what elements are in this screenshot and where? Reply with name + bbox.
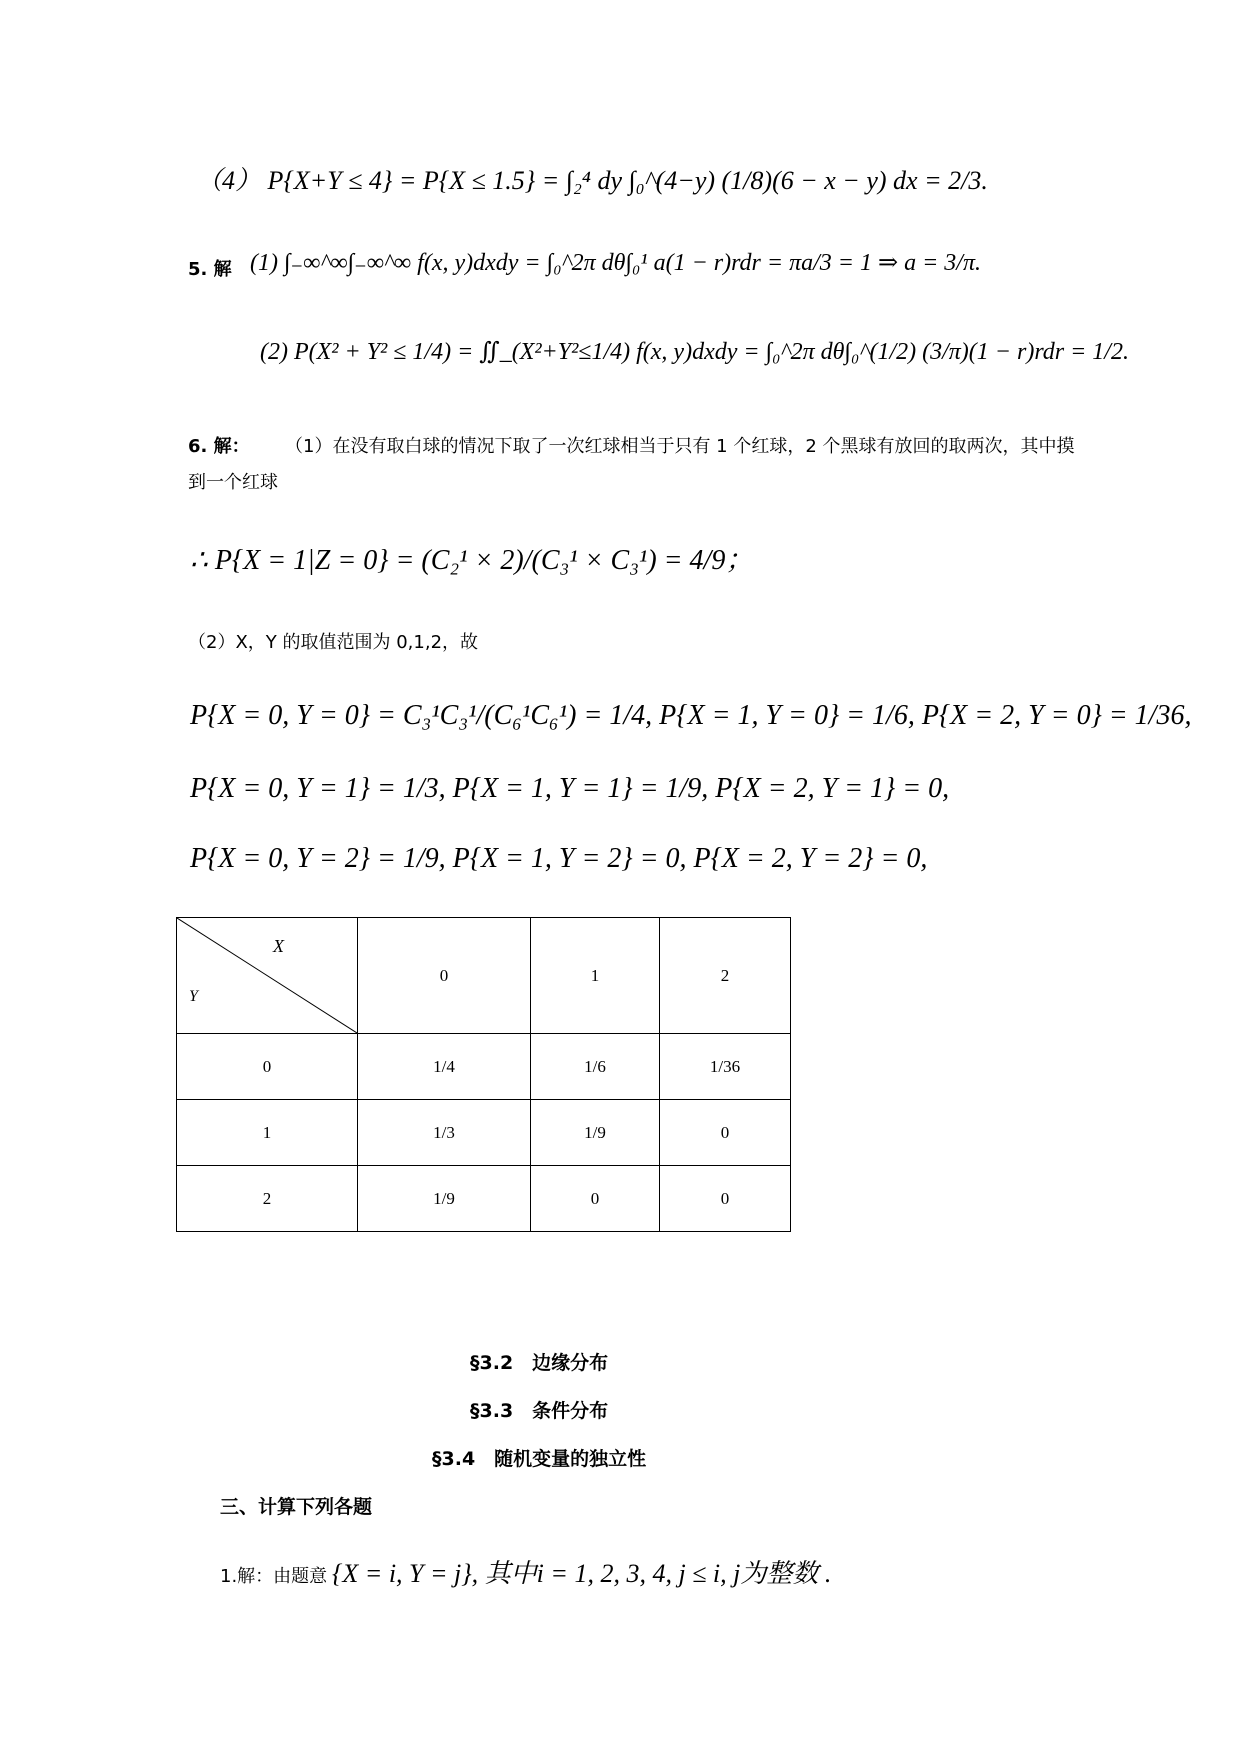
equation-6-1: ∴ P{X = 1|Z = 0} = (C₂¹ × 2)/(C₃¹ × C₃¹) = 4/9； <box>190 545 754 576</box>
table-cell: 0 <box>660 1100 791 1166</box>
equation-6-row1: P{X = 0, Y = 0} = C₃¹C₃¹/(C₆¹C₆¹) = 1/4, P{X = 1, Y = 0} = 1/6, P{X = 2, Y = 0} = 1/36, <box>190 700 1192 731</box>
equation-6-row2: P{X = 0, Y = 1} = 1/3, P{X = 1, Y = 1} = 1/9, P{X = 2, Y = 1} = 0, <box>190 773 950 804</box>
section-3-2-heading: §3.2 边缘分布 <box>470 1352 609 1374</box>
table-cell: 0 <box>660 1166 791 1232</box>
table-row <box>177 1166 791 1232</box>
table-cell: 1/9 <box>531 1100 660 1166</box>
table-cell: 1/36 <box>660 1034 791 1100</box>
table-header-row <box>177 918 791 1034</box>
table-row-label: 1 <box>177 1100 358 1166</box>
section-3-3-heading: §3.3 条件分布 <box>470 1400 609 1422</box>
table-cell: 1/4 <box>358 1034 531 1100</box>
table-cell: 1/3 <box>358 1100 531 1166</box>
equation-4: （4） P{X+Y ≤ 4} = P{X ≤ 1.5} = ∫₂⁴ dy ∫₀^(4−y) (1/8)(6 − x − y) dx = 2/3. <box>196 166 988 195</box>
table-col-header: 0 <box>358 918 531 1034</box>
equation-5-2: (2) P(X² + Y² ≤ 1/4) = ∬_(X²+Y²≤1/4) f(x, y)dxdy = ∫₀^2π dθ∫₀^(1/2) (3/π)(1 − r)rdr = 1/2. <box>260 339 1129 365</box>
part-3-heading: 三、计算下列各题 <box>220 1496 373 1518</box>
equation-6-row3: P{X = 0, Y = 2} = 1/9, P{X = 1, Y = 2} = 0, P{X = 2, Y = 2} = 0, <box>190 843 928 874</box>
question-6-text-line2: 到一个红球 <box>188 472 278 493</box>
question-6-text-line1: （1）在没有取白球的情况下取了一次红球相当于只有 1 个红球，2 个黑球有放回的取两次，其中摸 <box>285 436 1075 457</box>
table-row-label: 2 <box>177 1166 358 1232</box>
question-5-label: 5. 解 <box>188 259 232 280</box>
table-row <box>177 1034 791 1100</box>
question-6-label: 6. 解： <box>188 436 250 457</box>
table-row <box>177 1100 791 1166</box>
corner-diagonal-line <box>177 918 357 1033</box>
table-corner-cell <box>177 918 358 1034</box>
joint-distribution-table <box>176 917 791 1232</box>
equation-5-1: (1) ∫₋∞^∞∫₋∞^∞ f(x, y)dxdy = ∫₀^2π dθ∫₀¹ a(1 − r)rdr = πa/3 = 1 ⇒ a = 3/π. <box>250 250 981 276</box>
corner-label-y: Y <box>189 988 198 1005</box>
question-1-label: 1.解：由题意 <box>220 1566 328 1587</box>
table-col-header: 1 <box>531 918 660 1034</box>
table-col-header: 2 <box>660 918 791 1034</box>
question-1-formula: {X = i, Y = j}, 其中i = 1, 2, 3, 4, j ≤ i, j为整数 . <box>332 1559 832 1588</box>
question-6-part2: （2）X，Y 的取值范围为 0,1,2，故 <box>188 632 479 653</box>
corner-label-x: X <box>273 936 284 956</box>
section-3-4-heading: §3.4 随机变量的独立性 <box>432 1448 647 1470</box>
table-cell: 1/9 <box>358 1166 531 1232</box>
table-row-label: 0 <box>177 1034 358 1100</box>
table-cell: 0 <box>531 1166 660 1232</box>
table-cell: 1/6 <box>531 1034 660 1100</box>
